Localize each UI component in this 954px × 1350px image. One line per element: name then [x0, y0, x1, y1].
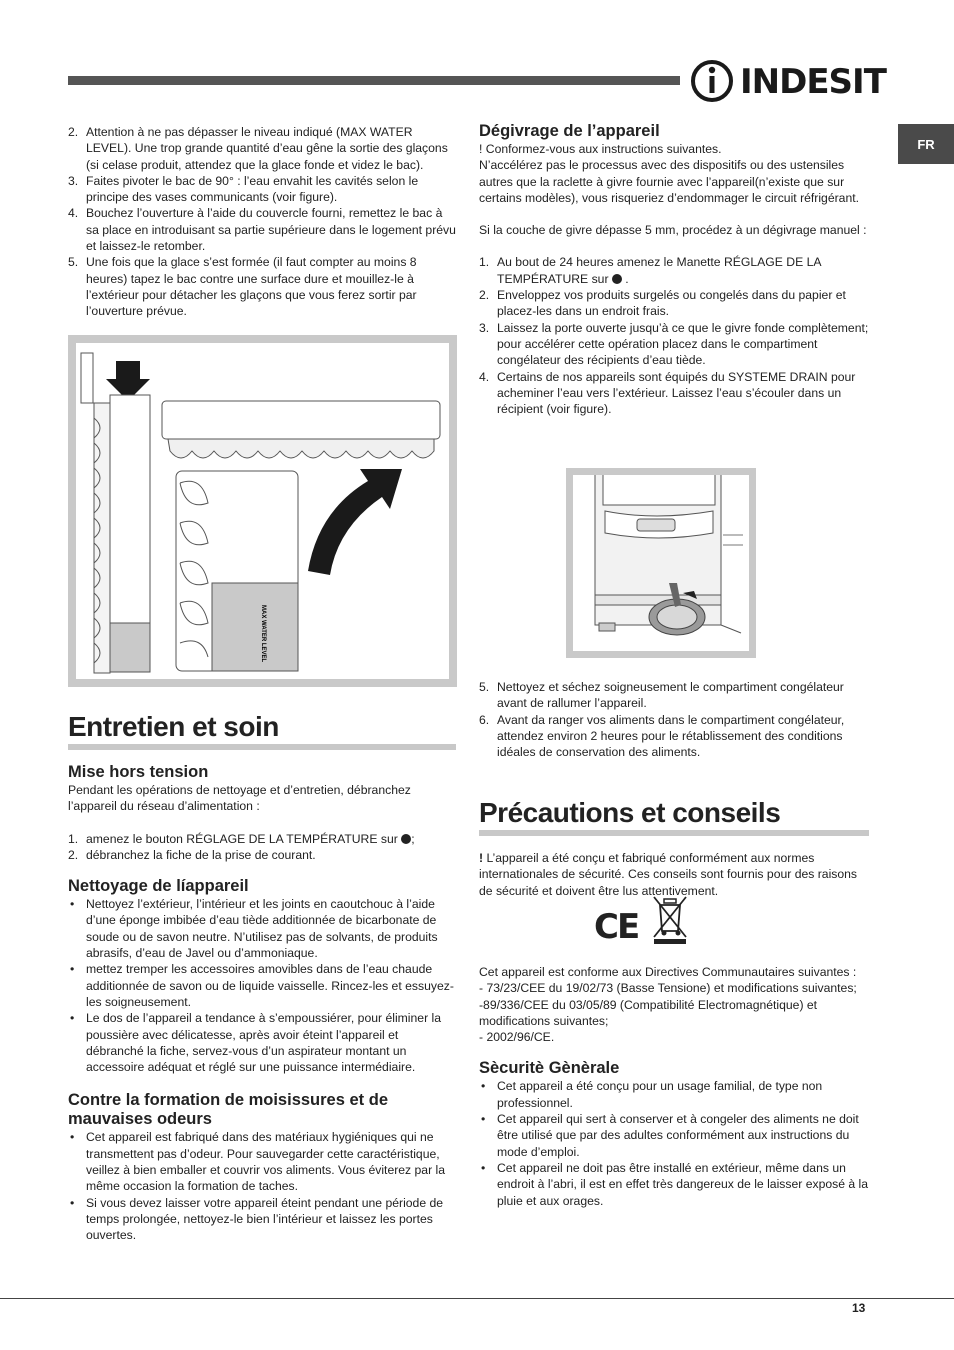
page-number: 13 — [852, 1301, 866, 1315]
heading-moisissures: Contre la formation de moisissures et de mauvaises odeurs — [68, 1091, 388, 1129]
footer-rule — [0, 1298, 954, 1299]
list-item: 5. Une fois que la glace s’est formée (il faut compter au moins 8 heures) tapez le bac contre une surface dure et mouillez-le à l’extérieur pour détacher les glaçons que vous ferez sortir par l’ouverture prévue. — [68, 255, 417, 319]
section-title-precautions: Précautions et conseils — [479, 798, 869, 836]
ice-steps — [68, 124, 456, 320]
list-item: 4. Bouchez l’ouverture à l’aide du couvercle fourni, remettez le bac à sa place en introduisant sa partie supérieure dans le logement prévu et laissez-le retomber. — [68, 206, 456, 254]
filled-circle-icon — [612, 274, 622, 284]
paragraph: - 73/23/CEE du 19/02/73 (Basse Tensione) et modifications suivantes; — [479, 981, 857, 996]
heading-securite: Sècuritè Gènèrale — [479, 1059, 620, 1078]
degivrage-steps-after — [479, 679, 869, 760]
list-item: • Cet appareil est fabriqué dans des matériaux hygiéniques qui ne transmettent pas d’odeur. Pour sauvegarder cette caractéristique, veillez à bien emballer et couvrir vos aliments. Vous éviterez par la même occasion la formation de taches. — [68, 1129, 456, 1194]
filled-circle-icon — [401, 834, 411, 844]
ice-tray-illustration — [76, 343, 449, 679]
brand-name: INDESIT — [740, 62, 886, 102]
directives-section — [479, 964, 869, 1209]
list-item: • Si vous devez laisser votre appareil éteint pendant une période de temps prolongée, nettoyez-le bien l’intérieur et laissez les portes ouvertes. — [68, 1195, 456, 1244]
list-item: 2. débranchez la fiche de la prise de courant. — [68, 847, 316, 862]
list-item: 1. Au bout de 24 heures amenez le Manette RÉGLAGE DE LA TEMPÉRATURE sur . — [479, 255, 821, 286]
list-item: • Nettoyez l’extérieur, l’intérieur et les joints en caoutchouc à l’aide d’une éponge imbibée d’eau tiède additionnée de bicarbonate de soude ou de savon neutre. N’utilisez pas de solvants, de produits abrasifs, d’eau de Javel ou d’ammoniaque. — [68, 896, 456, 961]
paragraph: Pendant les opérations de nettoyage et d’entretien, débranchez l’appareil du réseau d’alimentation : — [68, 783, 411, 814]
drain-illustration — [573, 475, 749, 651]
drain-figure — [566, 468, 756, 658]
list-item: 4. Certains de nos appareils sont équipés du SYSTEME DRAIN pour acheminer l’eau vers l’extérieur. Laissez l’eau s’écouler dans un récipient (voir figure). — [479, 369, 856, 417]
heading-degivrage: Dégivrage de l’appareil — [479, 122, 660, 140]
list-item: 2. Attention à ne pas dépasser le niveau indiqué (MAX WATER LEVEL). Une trop grande quantité d’eau gêne la sortie des glaçons (si celase produit, attendez que la glace fonde et videz le bac). — [68, 125, 448, 172]
list-item: 3. Faites pivoter le bac de 90° : l’eau envahit les cavités selon le principe des vases communicants (voir figure). — [68, 173, 419, 205]
language-tab: FR — [898, 124, 954, 164]
list-item: • Le dos de l’appareil a tendance à s’empoussiérer, pour éliminer la poussière avec délicatesse, après avoir éteint l’appareil et débranché la fiche, servez-vous d’un aspirateur montant un accessoire adéquat et réglé sur une puissance intermédiaire. — [68, 1010, 456, 1075]
list-item: 2. Enveloppez vos produits surgelés ou congelés dans du papier et placez-les dans un endroit frais. — [479, 288, 846, 319]
paragraph: -89/336/CEE du 03/05/89 (Compatibilité Electromagnétique) et modifications suivantes; — [479, 997, 818, 1028]
ice-tray-figure — [68, 335, 457, 687]
entretien-section — [68, 712, 456, 1244]
heading-nettoyage: Nettoyage de líappareil — [68, 877, 249, 896]
list-item: • Cet appareil qui sert à conserver et à congeler des aliments ne doit être utilisé que par des adultes conformément aux instructions du mode d’emploi. — [479, 1111, 869, 1160]
heading-mise-hors-tension: Mise hors tension — [68, 763, 209, 781]
list-item: • mettez tremper les accessoires amovibles dans de l’eau chaude additionnée de savon ou de liquide vaisselle. Rincez-les et essuyez-les soigneusement. — [68, 961, 456, 1010]
paragraph: Cet appareil est conforme aux Directives Communautaires suivantes : — [479, 965, 857, 979]
paragraph: Si la couche de givre dépasse 5 mm, procédez à un dégivrage manuel : — [479, 223, 867, 238]
list-item: 6. Avant da ranger vos aliments dans le compartiment congélateur, attendez environ 2 heures pour le rétablissement des conditions idéales de conservation des aliments. — [479, 712, 845, 760]
ce-mark: CE — [594, 907, 639, 947]
section-title-entretien: Entretien et soin — [68, 712, 456, 750]
list-item: 1. amenez le bouton RÉGLAGE DE LA TEMPÉRATURE sur ; — [68, 831, 415, 846]
weee-bin-icon — [652, 893, 688, 945]
header-rule — [68, 76, 680, 85]
paragraph: - 2002/96/CE. — [479, 1030, 555, 1045]
list-item: • Cet appareil a été conçu pour un usage familial, de type non professionnel. — [479, 1078, 869, 1111]
list-item: 3. Laissez la porte ouverte jusqu’à ce que le givre fonde complètement; pour accélérer cette opération placez dans le compartiment congélateur des récipients d’eau tiède. — [479, 320, 869, 368]
paragraph: ! Conformez-vous aux instructions suivantes. — [479, 142, 722, 156]
precautions-section — [479, 798, 869, 899]
paragraph: ! L’appareil a été conçu et fabriqué conformément aux normes internationales de sécurité. Ces conseils sont fournis pour des raisons de sécurité et doivent être lus attentivement. — [479, 851, 858, 898]
degivrage-section — [479, 122, 869, 417]
max-water-level-label: MAX WATER LEVEL — [260, 605, 266, 663]
rotate-arrow-icon — [308, 469, 402, 575]
list-item: 5. Nettoyez et séchez soigneusement le compartiment congélateur avant de rallumer l’appareil. — [479, 680, 844, 711]
list-item: • Cet appareil ne doit pas être installé en extérieur, même dans un endroit à l’abri, il est en effet très dangereux de le laisser exposé à la pluie et aux orages. — [479, 1160, 869, 1209]
paragraph: N’accélérez pas le processus avec des dispositifs ou des ustensiles autres que la raclette à givre fournie avec l’appareil(n’existe que sur certains modèles), vous risqueriez d’endommager le circuit réfrigérant. — [479, 158, 860, 205]
